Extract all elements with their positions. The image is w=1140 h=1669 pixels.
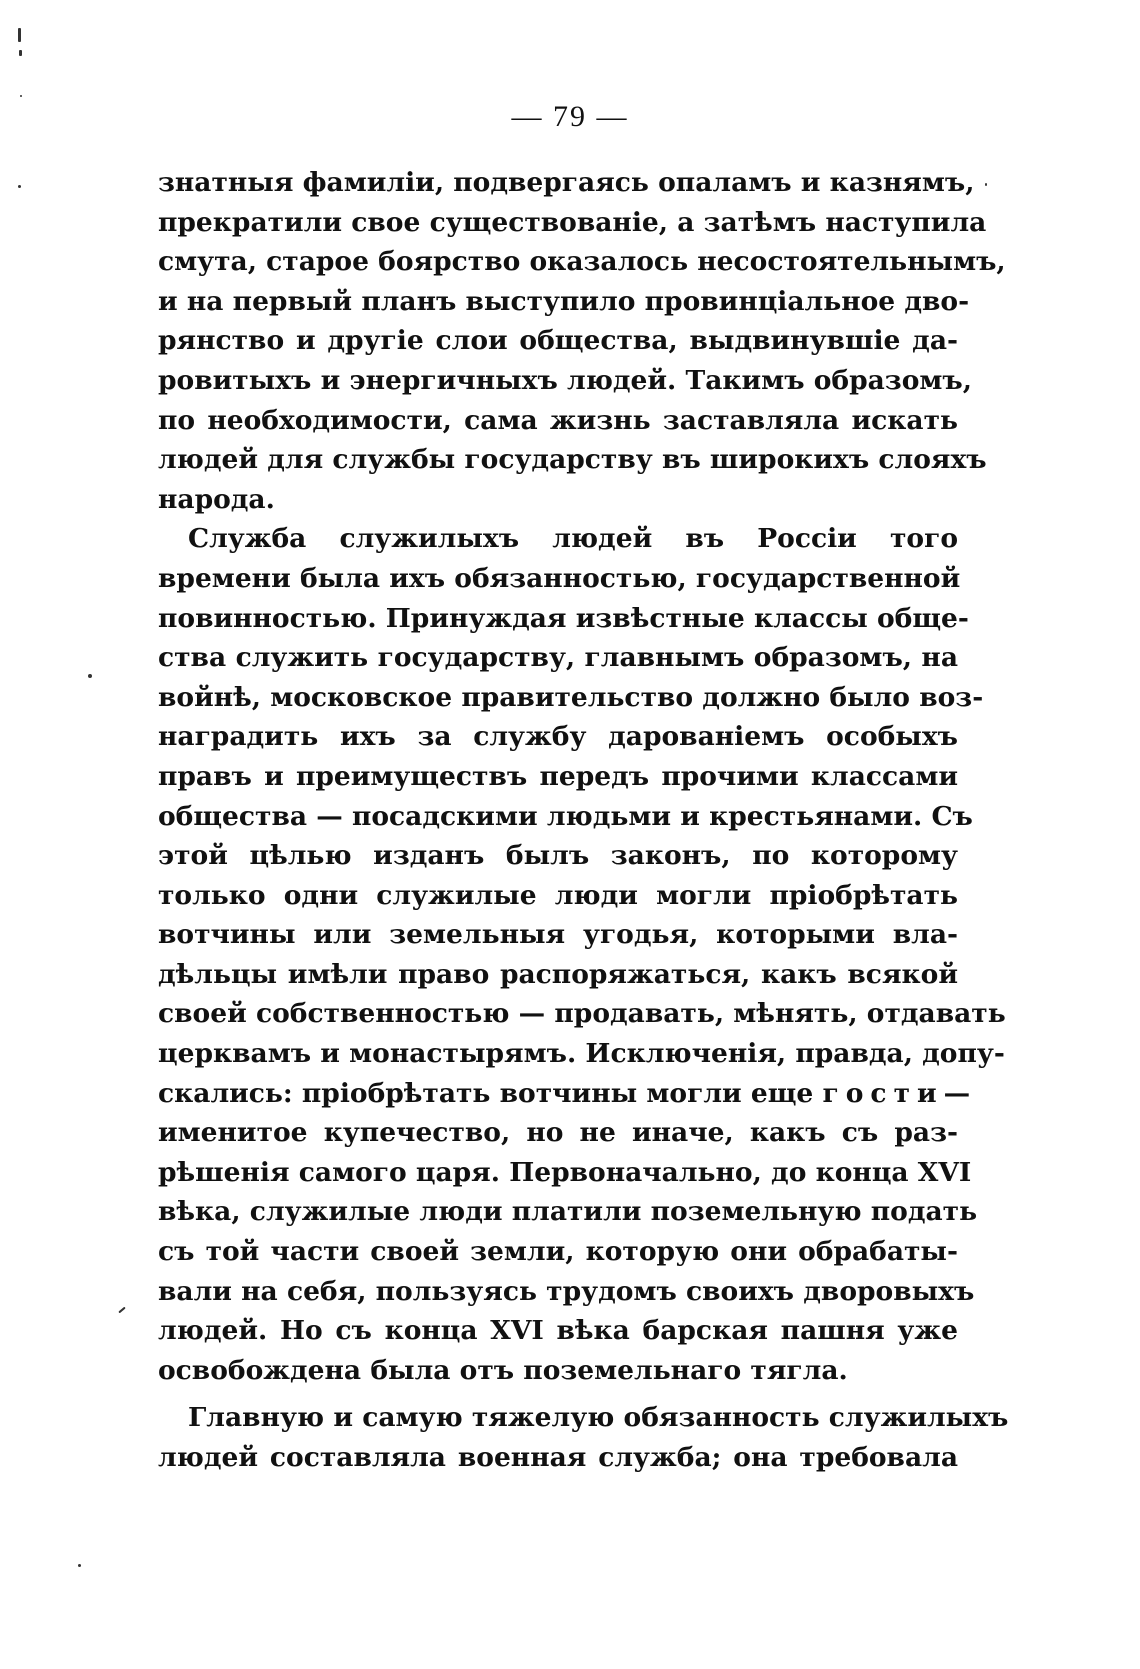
scan-speck xyxy=(18,185,21,188)
text-line: повинностью. Принуждая извѣстные классы обще- xyxy=(158,602,969,634)
paragraph-gap xyxy=(158,1390,958,1398)
text-line: Служба служилыхъ людей въ Россіи того xyxy=(188,523,958,555)
scan-speck xyxy=(985,183,987,186)
paragraph-1 xyxy=(158,163,1006,519)
text-line: войнѣ, московское правительство должно было воз- xyxy=(158,681,984,713)
text-line: Главную и самую тяжелую обязанность служилыхъ xyxy=(188,1402,1009,1434)
text-line: вали на себя, пользуясь трудомъ своихъ дворовыхъ xyxy=(158,1275,975,1307)
paragraph-3 xyxy=(158,1398,1009,1477)
text-line: вотчины или земельныя угодья, которыми вла- xyxy=(158,919,958,951)
text-line: съ той части своей земли, которую они обрабаты- xyxy=(158,1236,958,1268)
text-body xyxy=(158,163,1009,1478)
text-line: этой цѣлью изданъ былъ законъ, по которому xyxy=(158,840,958,872)
text-line: ства служить государству, главнымъ образомъ, на xyxy=(158,642,958,674)
text-line: людей составляла военная служба; она требовала xyxy=(158,1442,958,1473)
text-line: и на первый планъ выступило провинціальное дво- xyxy=(158,285,970,317)
text-line: знатныя фамиліи, подвергаясь опаламъ и казнямъ, xyxy=(158,167,975,198)
text-line-start: скались: пріобрѣтать вотчины могли еще xyxy=(158,1077,814,1109)
text-line: церквамъ и монастырямъ. Исключенія, правда, допу- xyxy=(158,1038,1005,1070)
spaced-word: гости— xyxy=(822,1077,978,1109)
text-line: смута, старое боярство оказалось несостоятельнымъ, xyxy=(158,246,1006,278)
scan-speck xyxy=(78,1564,81,1567)
text-line: освобождена была отъ поземельнаго тягла. xyxy=(158,1354,848,1386)
text-line: рѣшенія самого царя. Первоначально, до конца XVI xyxy=(158,1156,972,1188)
scan-speck xyxy=(20,95,22,97)
text-line: правъ и преимуществъ передъ прочими классами xyxy=(158,760,958,792)
text-line: времени была ихъ обязанностью, государственной xyxy=(158,562,961,594)
text-line: людей для службы государству въ широкихъ слояхъ xyxy=(158,444,987,476)
scan-speck xyxy=(118,1307,125,1314)
scan-speck xyxy=(88,674,92,678)
text-line: вѣка, служилые люди платили поземельную подать xyxy=(158,1196,978,1228)
text-line: своей собственностью — продавать, мѣнять, отдавать xyxy=(158,998,1006,1030)
text-line: наградить ихъ за службу дарованіемъ особыхъ xyxy=(158,721,958,753)
text-line: рянство и другіе слои общества, выдвинувшіе да- xyxy=(158,325,958,357)
text-line: ровитыхъ и энергичныхъ людей. Такимъ образомъ, xyxy=(158,364,972,396)
scan-speck xyxy=(18,28,21,42)
text-line: людей. Но съ конца XVI вѣка барская пашня уже xyxy=(158,1315,958,1347)
text-line: общества — посадскими людьми и крестьянами. Съ xyxy=(158,800,973,832)
paragraph-2 xyxy=(158,519,1006,1390)
text-line: прекратили свое существованіе, а затѣмъ наступила xyxy=(158,206,987,238)
text-line: именитое купечество, но не иначе, какъ съ раз- xyxy=(158,1117,958,1149)
page-number: — 79 — xyxy=(511,100,629,133)
text-line: дѣльцы имѣли право распоряжаться, какъ всякой xyxy=(158,958,958,990)
scan-speck xyxy=(19,50,22,56)
text-line: по необходимости, сама жизнь заставляла искать xyxy=(158,404,958,436)
text-line: только одни служилые люди могли пріобрѣтать xyxy=(158,879,958,911)
text-line-with-spaced-word xyxy=(158,1074,978,1114)
text-line: народа. xyxy=(158,483,275,515)
